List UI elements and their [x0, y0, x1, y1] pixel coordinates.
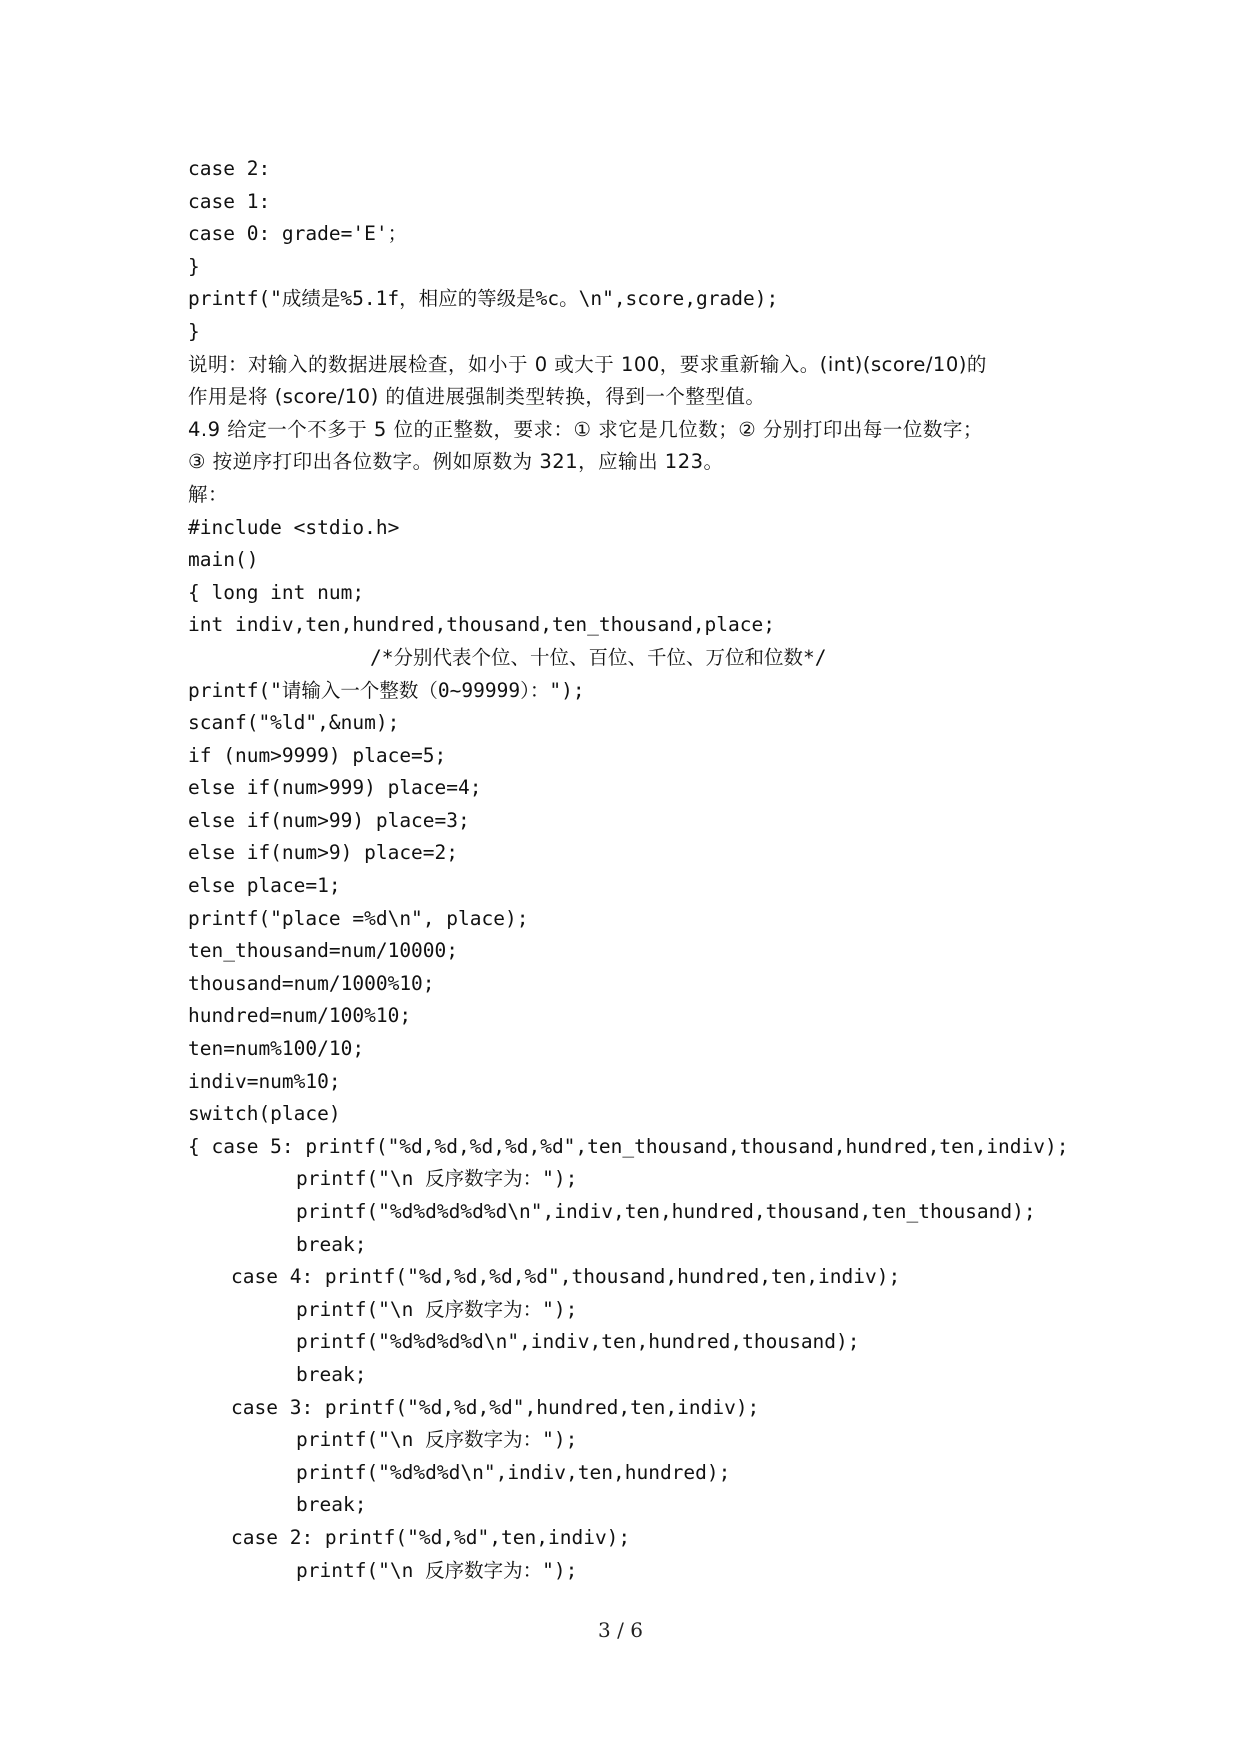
page-number: 3 / 6	[598, 1618, 643, 1642]
code-line: int indiv,ten,hundred,thousand,ten_thousand,place;	[188, 613, 775, 637]
code-line: printf("\n 反序数字为：");	[296, 1558, 578, 1582]
code-line: else if(num>99) place=3;	[188, 808, 470, 832]
code-line: #include <stdio.h>	[188, 515, 400, 539]
exercise-heading: 4.9 给定一个不多于 5 位的正整数，要求：① 求它是几位数；② 分别打印出每一位数字；	[188, 417, 983, 441]
code-line: break;	[296, 1493, 367, 1517]
code-line: hundred=num/100%10;	[188, 1004, 412, 1028]
code-line: ten_thousand=num/10000;	[188, 939, 459, 963]
code-line: break;	[296, 1362, 367, 1386]
code-line: printf("请输入一个整数（0~99999）：");	[188, 678, 585, 702]
code-line: { case 5: printf("%d,%d,%d,%d,%d",ten_thousand,thousand,hundred,ten,indiv);	[188, 1134, 1069, 1158]
code-line: printf("place =%d\n", place);	[188, 906, 529, 930]
code-line: printf("\n 反序数字为：");	[296, 1297, 578, 1321]
code-line: }	[188, 319, 200, 343]
code-line: break;	[296, 1232, 367, 1256]
code-line: printf("%d%d%d%d%d\n",indiv,ten,hundred,thousand,ten_thousand);	[296, 1200, 1036, 1223]
code-comment: /*分别代表个位、十位、百位、千位、万位和位数*/	[370, 645, 827, 669]
code-line: case 0: grade='E'；	[188, 222, 408, 246]
code-line: if (num>9999) place=5;	[188, 743, 447, 767]
explanation-text: 作用是将 (score/10) 的值进展强制类型转换，得到一个整型值。	[188, 385, 766, 409]
code-line: thousand=num/1000%10;	[188, 971, 435, 995]
code-line: printf("\n 反序数字为：");	[296, 1428, 578, 1452]
code-line: case 3: printf("%d,%d,%d",hundred,ten,indiv);	[231, 1395, 760, 1419]
code-line: indiv=num%10;	[188, 1069, 341, 1093]
document-body	[188, 153, 1068, 1587]
solution-label: 解：	[188, 482, 229, 506]
code-line: case 2: printf("%d,%d",ten,indiv);	[231, 1525, 631, 1549]
explanation-text: 说明：对输入的数据进展检查，如小于 0 或大于 100，要求重新输入。(int)(score/10)的	[188, 352, 987, 376]
code-line: case 1:	[188, 189, 271, 213]
exercise-text: ③ 按逆序打印出各位数字。例如原数为 321，应输出 123。	[188, 450, 724, 474]
code-line: else place=1;	[188, 874, 341, 898]
code-line: switch(place)	[188, 1102, 341, 1126]
code-line: case 4: printf("%d,%d,%d,%d",thousand,hundred,ten,indiv);	[231, 1265, 901, 1289]
code-line: case 2:	[188, 157, 271, 180]
code-line: scanf("%ld",&num);	[188, 711, 400, 735]
code-line: printf("\n 反序数字为：");	[296, 1167, 578, 1191]
code-line: printf("%d%d%d%d\n",indiv,ten,hundred,thousand);	[296, 1330, 860, 1354]
code-line: { long int num;	[188, 580, 365, 604]
code-line: }	[188, 254, 200, 278]
code-line: else if(num>999) place=4;	[188, 776, 482, 800]
code-line: printf("%d%d%d\n",indiv,ten,hundred);	[296, 1460, 731, 1484]
code-line: printf("成绩是%5.1f，相应的等级是%c。\n",score,grade);	[188, 287, 779, 311]
code-line: else if(num>9) place=2;	[188, 841, 459, 865]
code-line: main()	[188, 548, 259, 572]
code-line: ten=num%100/10;	[188, 1037, 365, 1061]
